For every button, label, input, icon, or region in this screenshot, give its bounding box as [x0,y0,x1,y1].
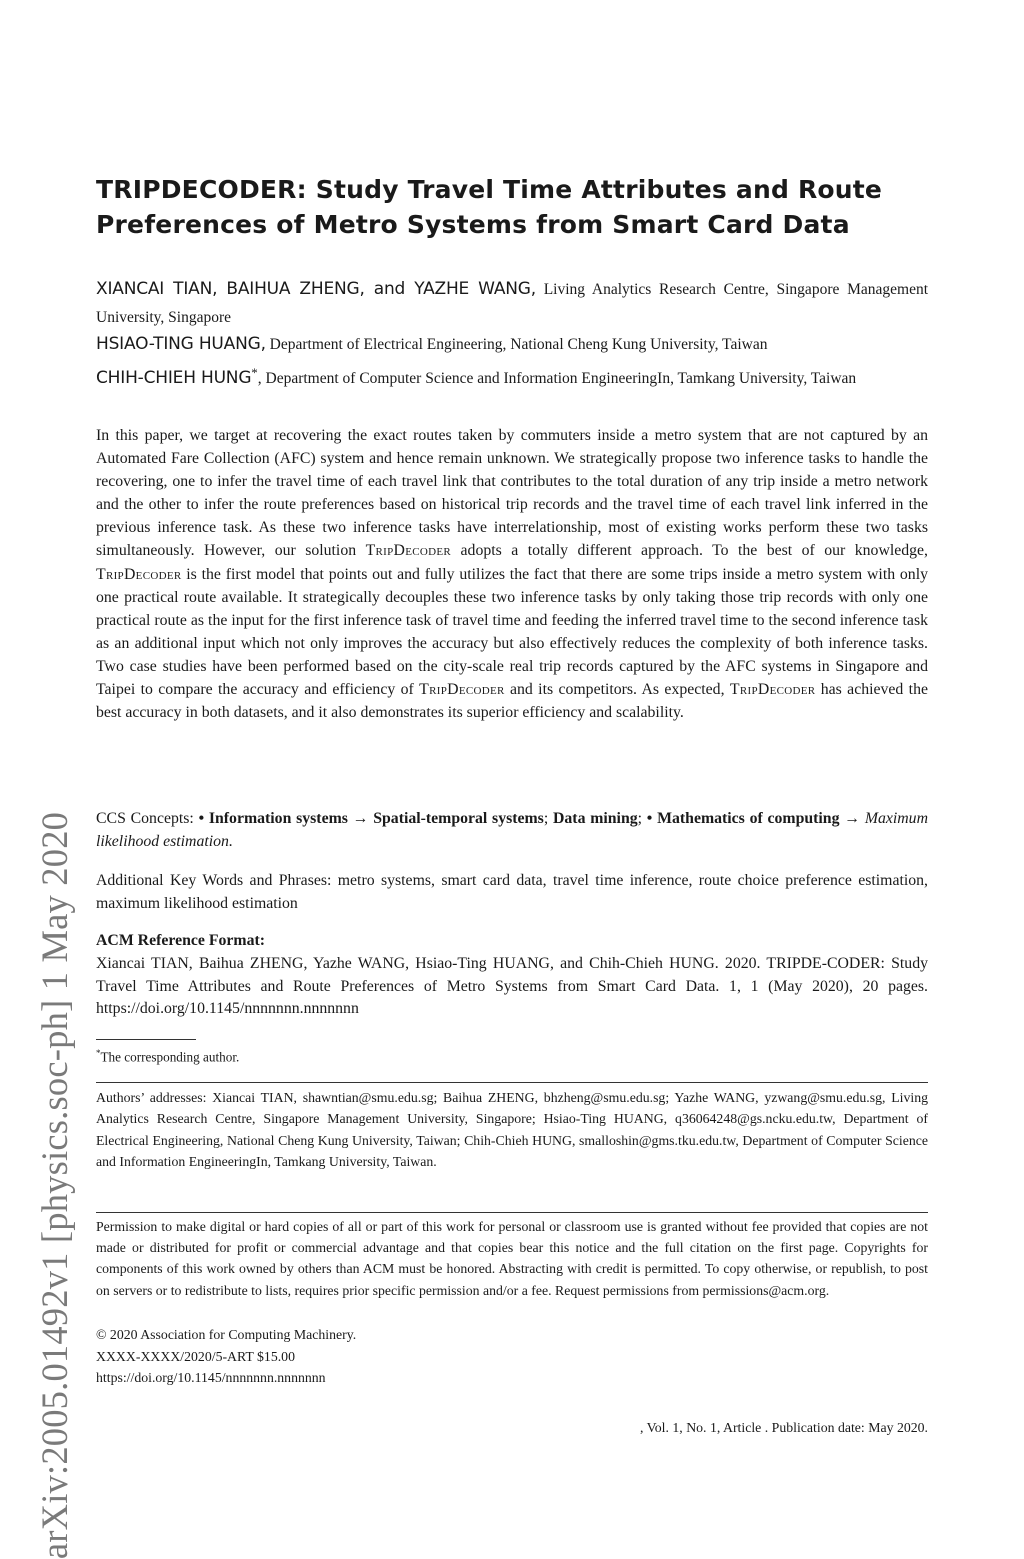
ccs-concept-data-mining: Data mining [553,810,638,827]
author-addresses: Authors’ addresses: Xiancai TIAN, shawntian@smu.edu.sg; Baihua ZHENG, bhzheng@smu.edu.sg; Yazhe WANG, yzwang@smu.edu.sg, Living Analytics Research Centre, Singapore Management University, Singapore; Hsiao-Ting HUANG, q36064248@gs.ncku.edu.tw, Department of Electrical Engineering, National Cheng Kung University, Taiwan; Chih-Chieh HUNG, smalloshin@gms.tku.edu.tw, Department of Computer Science and Information EngineeringIn, Tamkang University, Taiwan. [96,1090,928,1170]
footnote-mark: * [96,1048,101,1058]
footnote-rule [96,1039,196,1040]
method-name: TripDecoder [365,542,452,560]
ccs-concept-spatial-temporal: Spatial-temporal systems [373,810,544,827]
acm-reference-title: ACM Reference Format: [96,932,265,949]
abstract-text-3: is the first model that points out and fully utilizes the fact that there are some trips inside a metro system with only one practical route available. It strategically decouples these two inference tasks by only taking those trip records with only one practical route as the input for the first inference task of travel time and feeding the inferred travel time to the second inference task as an additional input which not only improves the accuracy but also effectively reduces the complexity of both inference tasks. Two case studies have been performed based on the city-scale real trip records captured by the AFC systems in Singapore and Taipei to compare the accuracy and efficiency of [96,565,928,699]
abstract [96,424,928,724]
ccs-concept-mathematics: Mathematics of computing [657,810,840,827]
abstract-text-4: and its competitors. As expected, [504,681,730,699]
ccs-separator: ; [637,810,647,827]
ccs-label: CCS Concepts: [96,810,199,827]
ccs-arrow: → [352,810,369,827]
permission-notice: Permission to make digital or hard copies of all or part of this work for personal or classroom use is granted without fee provided that copies are not made or distributed for profit or commercial advantage and that copies bear this notice and the full citation on the first page. Copyrights for components of this work owned by others than ACM must be honored. Abstracting with credit is permitted. To copy otherwise, or republish, to post on servers or to redistribute to lists, requires prior specific permission and/or a fee. Request permissions from permissions@acm.org. [96,1219,928,1298]
acm-reference-text: Xiancai TIAN, Baihua ZHENG, Yazhe WANG, Hsiao-Ting HUANG, and Chih-Chieh HUNG. 2020. TRIPDE-CODER: Study Travel Time Attributes and Route Preferences of Metro Systems from Smart Card Data. 1, 1 (May 2020), 20 pages. https://doi.org/10.1145/nnnnnnn.nnnnnnn [96,954,928,1018]
method-name: TripDecoder [96,565,182,583]
arxiv-sidebar-stamp [20,811,90,1559]
doi-line: https://doi.org/10.1145/nnnnnnn.nnnnnnn [96,1370,326,1385]
author-names-group3: CHIH-CHIEH HUNG [96,367,252,388]
author-affiliation-group1: Living Analytics Research Centre, Singapore Management University, Singapore [96,281,929,326]
copyright-line: © 2020 Association for Computing Machinery. [96,1327,357,1342]
permission-rule [96,1212,928,1213]
method-name: TripDecoder [419,681,505,699]
author-affiliation-group3: , Department of Computer Science and Information EngineeringIn, Tamkang University, Taiwan [257,369,857,387]
keywords: Additional Key Words and Phrases: metro systems, smart card data, travel time inference, route choice preference estimation, maximum likelihood estimation [96,872,928,913]
author-names-group1: XIANCAI TIAN, BAIHUA ZHENG, and YAZHE WANG, [96,279,536,299]
footnote [96,1044,239,1066]
footnote-text: The corresponding author. [100,1049,240,1065]
issn-line: XXXX-XXXX/2020/5-ART $15.00 [96,1348,295,1364]
ccs-separator: ; [543,810,553,827]
arxiv-id-text: arXiv:2005.01492v1 [physics.soc-ph] 1 May 2020 [34,811,76,1559]
corresponding-author-mark: * [251,364,258,380]
ccs-bullet: • [198,810,205,827]
ccs-concept-mle: Maximum likelihood estimation. [96,810,928,851]
author-affiliation-group2: Department of Electrical Engineering, National Cheng Kung University, Taiwan [269,336,768,353]
ccs-bullet: • [646,810,653,827]
abstract-text-1: In this paper, we target at recovering the exact routes taken by commuters inside a metro system that are not captured by an Automated Fare Collection (AFC) system and hence remain unknown. We strategically propose two inference tasks to handle the recovering, one to infer the travel time of each travel link that contributes to the total duration of any trip inside a metro network and the other to infer the route preferences based on historical trip records and the travel time of each travel link inferred in the previous inference task. As these two inference tasks have interrelationship, most of existing works perform these two tasks simultaneously. However, our solution [96,427,928,560]
method-name: TripDecoder [729,681,816,699]
publication-meta [96,1324,356,1389]
abstract-text-5: has achieved the best accuracy in both datasets, and it also demonstrates its superior efficiency and scalability. [96,681,928,722]
author-block [96,276,928,392]
page-footer: , Vol. 1, No. 1, Article . Publication date: May 2020. [639,1420,928,1435]
ccs-concepts [96,807,928,853]
abstract-text-2: adopts a totally different approach. To the best of our knowledge, [451,542,929,560]
paper-title: TRIPDECODER: Study Travel Time Attributes and Route Preferences of Metro Systems from Smart Card Data [96,175,883,239]
author-names-group2: HSIAO-TING HUANG, [96,334,266,354]
ccs-arrow: → [844,810,861,827]
acm-reference-format [96,930,928,1021]
ccs-concept-information-systems: Information systems [208,810,348,827]
addresses-rule [96,1082,928,1083]
